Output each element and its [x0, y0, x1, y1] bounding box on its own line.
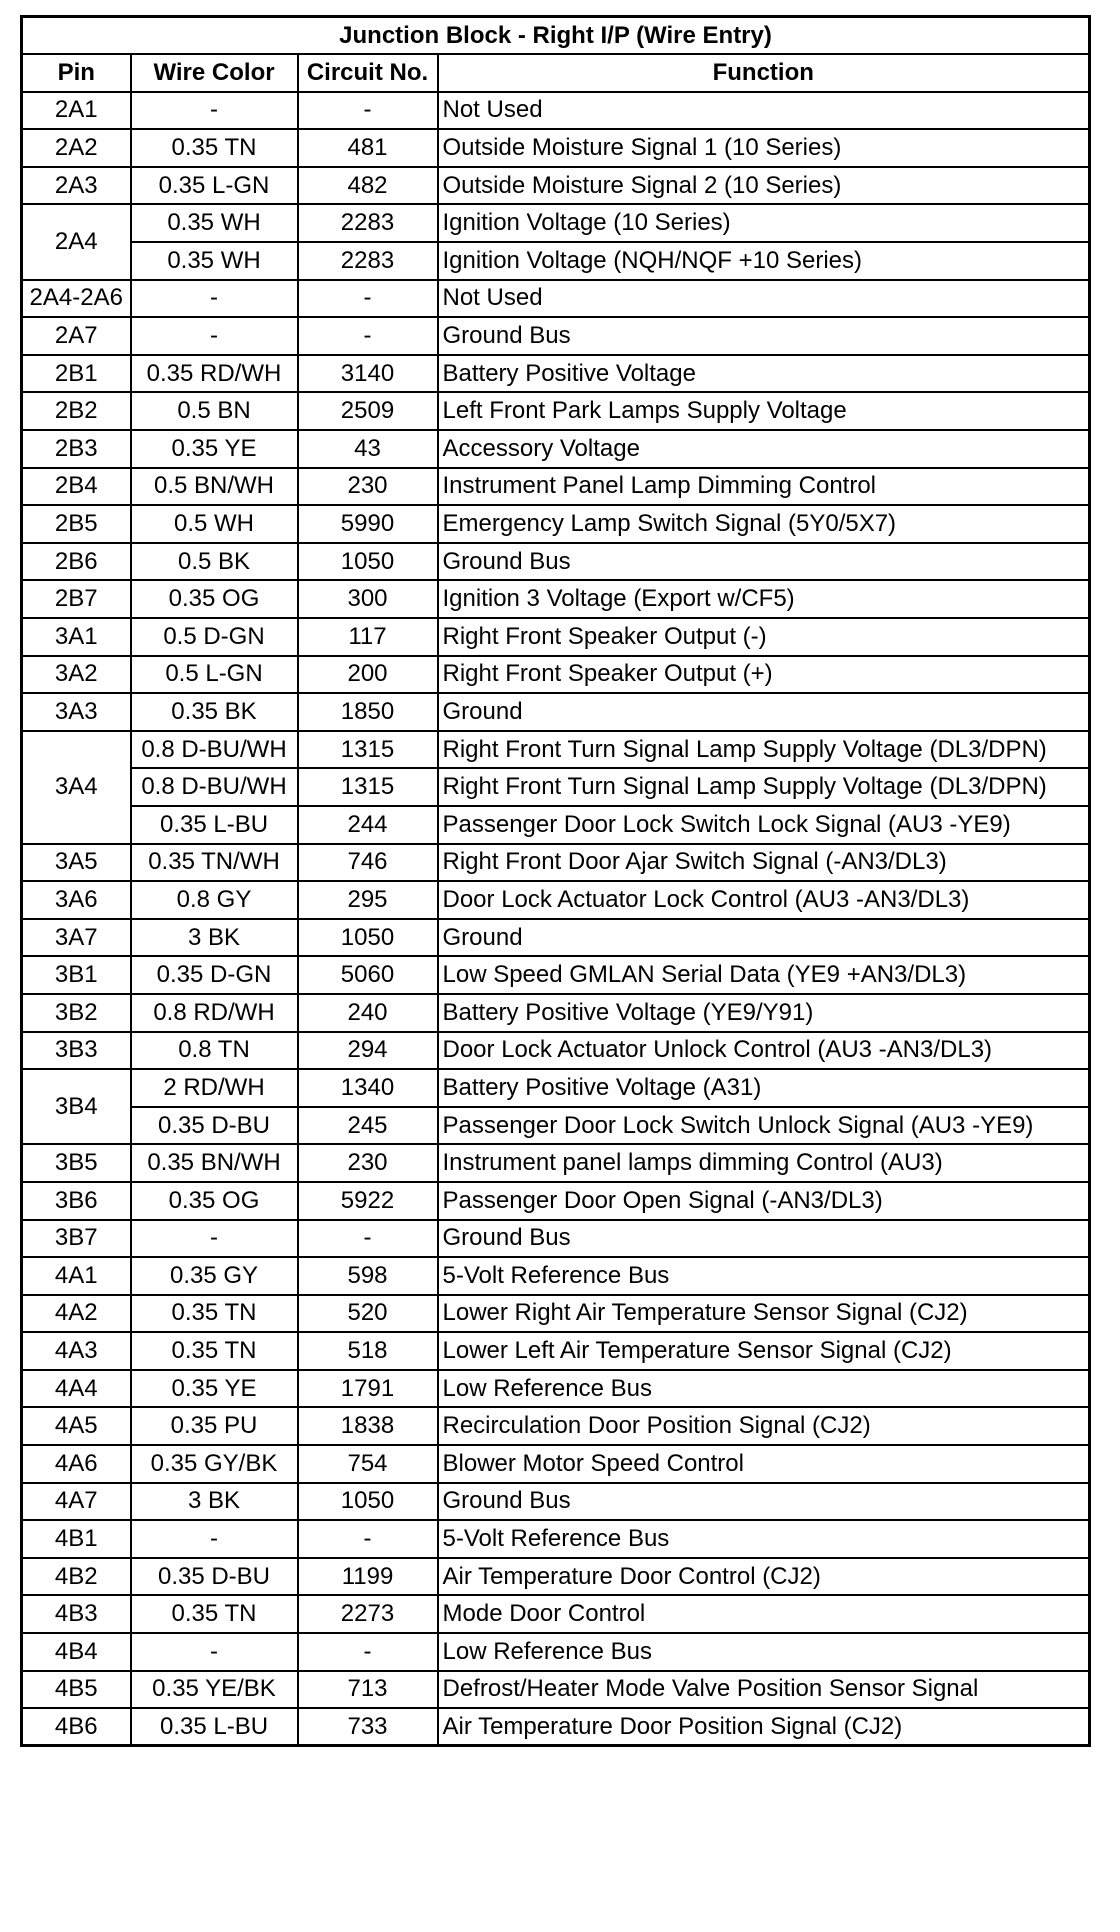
circuit-no-cell: 754: [298, 1445, 438, 1483]
circuit-no-cell: 5990: [298, 505, 438, 543]
table-row: [22, 280, 1090, 318]
pin-cell: 3B1: [22, 956, 131, 994]
table-row: [22, 468, 1090, 506]
pin-cell: 3A2: [22, 656, 131, 694]
function-cell: Battery Positive Voltage: [438, 355, 1090, 393]
function-cell: Lower Right Air Temperature Sensor Signal (CJ2): [438, 1295, 1090, 1333]
circuit-no-cell: 1050: [298, 543, 438, 581]
circuit-no-cell: 230: [298, 468, 438, 506]
table-row: [22, 1708, 1090, 1746]
circuit-no-cell: -: [298, 1633, 438, 1671]
wire-color-cell: -: [131, 280, 298, 318]
circuit-no-cell: 2283: [298, 204, 438, 242]
wire-color-cell: 0.35 OG: [131, 580, 298, 618]
circuit-no-cell: 245: [298, 1107, 438, 1145]
circuit-no-cell: 5922: [298, 1182, 438, 1220]
function-cell: Right Front Turn Signal Lamp Supply Voltage (DL3/DPN): [438, 768, 1090, 806]
pin-cell: 3A7: [22, 919, 131, 957]
function-cell: Ground Bus: [438, 1483, 1090, 1521]
function-cell: Right Front Speaker Output (-): [438, 618, 1090, 656]
pin-cell: 4A7: [22, 1483, 131, 1521]
table-row: [22, 618, 1090, 656]
function-cell: Instrument panel lamps dimming Control (AU3): [438, 1144, 1090, 1182]
wire-color-cell: 0.35 YE/BK: [131, 1671, 298, 1709]
pin-cell: 3B5: [22, 1144, 131, 1182]
function-cell: Outside Moisture Signal 2 (10 Series): [438, 167, 1090, 205]
table-title: Junction Block - Right I/P (Wire Entry): [22, 17, 1090, 55]
table-row: [22, 505, 1090, 543]
function-cell: Right Front Turn Signal Lamp Supply Voltage (DL3/DPN): [438, 731, 1090, 769]
wire-color-cell: 0.35 GY: [131, 1257, 298, 1295]
wire-color-cell: 0.35 D-BU: [131, 1558, 298, 1596]
wire-color-cell: 0.8 D-BU/WH: [131, 768, 298, 806]
wire-color-cell: 0.35 YE: [131, 1370, 298, 1408]
circuit-no-cell: 43: [298, 430, 438, 468]
function-cell: Lower Left Air Temperature Sensor Signal (CJ2): [438, 1332, 1090, 1370]
circuit-no-cell: 746: [298, 844, 438, 882]
function-cell: Battery Positive Voltage (YE9/Y91): [438, 994, 1090, 1032]
pin-cell: 4A1: [22, 1257, 131, 1295]
circuit-no-cell: 598: [298, 1257, 438, 1295]
table-row: [22, 1595, 1090, 1633]
wire-color-cell: 0.35 WH: [131, 242, 298, 280]
wire-color-cell: 0.35 L-BU: [131, 1708, 298, 1746]
wire-color-cell: 0.35 PU: [131, 1407, 298, 1445]
header-wire-color: Wire Color: [131, 54, 298, 92]
pin-cell: 3A1: [22, 618, 131, 656]
function-cell: Not Used: [438, 92, 1090, 130]
wire-color-cell: 3 BK: [131, 1483, 298, 1521]
circuit-no-cell: 1340: [298, 1069, 438, 1107]
wire-color-cell: -: [131, 1220, 298, 1258]
function-cell: Passenger Door Open Signal (-AN3/DL3): [438, 1182, 1090, 1220]
header-circuit-no: Circuit No.: [298, 54, 438, 92]
pin-cell: 2B3: [22, 430, 131, 468]
table-row: [22, 731, 1090, 769]
wire-color-cell: 2 RD/WH: [131, 1069, 298, 1107]
pin-cell: 3B6: [22, 1182, 131, 1220]
function-cell: Ground: [438, 919, 1090, 957]
circuit-no-cell: 1850: [298, 693, 438, 731]
table-row: [22, 1671, 1090, 1709]
circuit-no-cell: 713: [298, 1671, 438, 1709]
junction-block-table: [20, 15, 1091, 1747]
table-row: [22, 129, 1090, 167]
pin-cell: 4B3: [22, 1595, 131, 1633]
pin-cell: 2A4-2A6: [22, 280, 131, 318]
circuit-no-cell: 240: [298, 994, 438, 1032]
table-row: [22, 1069, 1090, 1107]
table-row: [22, 1332, 1090, 1370]
wire-color-cell: 0.35 D-BU: [131, 1107, 298, 1145]
table-row: [22, 1220, 1090, 1258]
circuit-no-cell: 230: [298, 1144, 438, 1182]
table-row: [22, 1182, 1090, 1220]
function-cell: Ignition Voltage (10 Series): [438, 204, 1090, 242]
circuit-no-cell: -: [298, 280, 438, 318]
table-row: [22, 994, 1090, 1032]
circuit-no-cell: 1315: [298, 731, 438, 769]
table-row: [22, 1633, 1090, 1671]
circuit-no-cell: 1050: [298, 1483, 438, 1521]
circuit-no-cell: -: [298, 92, 438, 130]
table-row: [22, 543, 1090, 581]
table-row: [22, 1032, 1090, 1070]
wire-color-cell: 0.35 TN: [131, 1595, 298, 1633]
wire-color-cell: 0.35 RD/WH: [131, 355, 298, 393]
pin-cell: 4B5: [22, 1671, 131, 1709]
table-row: [22, 881, 1090, 919]
pin-cell: 4A3: [22, 1332, 131, 1370]
wire-color-cell: 0.35 L-GN: [131, 167, 298, 205]
wire-color-cell: 0.8 GY: [131, 881, 298, 919]
wire-color-cell: 0.35 BN/WH: [131, 1144, 298, 1182]
wire-color-cell: 0.35 GY/BK: [131, 1445, 298, 1483]
wire-color-cell: -: [131, 317, 298, 355]
table-row: [22, 956, 1090, 994]
circuit-no-cell: 3140: [298, 355, 438, 393]
wire-color-cell: 0.5 BK: [131, 543, 298, 581]
wire-color-cell: 0.35 TN: [131, 1295, 298, 1333]
circuit-no-cell: 1791: [298, 1370, 438, 1408]
table-row: [22, 1295, 1090, 1333]
wire-color-cell: 0.35 D-GN: [131, 956, 298, 994]
wire-color-cell: 0.35 WH: [131, 204, 298, 242]
table-row: [22, 204, 1090, 242]
function-cell: Recirculation Door Position Signal (CJ2): [438, 1407, 1090, 1445]
circuit-no-cell: 2283: [298, 242, 438, 280]
wire-color-cell: 0.5 L-GN: [131, 656, 298, 694]
wire-color-cell: 0.35 TN: [131, 129, 298, 167]
table-row: [22, 167, 1090, 205]
table-row: [22, 1558, 1090, 1596]
function-cell: Door Lock Actuator Lock Control (AU3 -AN3/DL3): [438, 881, 1090, 919]
pin-cell: 4B4: [22, 1633, 131, 1671]
pin-cell: 2B4: [22, 468, 131, 506]
function-cell: Ground: [438, 693, 1090, 731]
function-cell: Emergency Lamp Switch Signal (5Y0/5X7): [438, 505, 1090, 543]
wire-color-cell: 0.5 BN/WH: [131, 468, 298, 506]
circuit-no-cell: 294: [298, 1032, 438, 1070]
circuit-no-cell: -: [298, 1220, 438, 1258]
function-cell: Door Lock Actuator Unlock Control (AU3 -AN3/DL3): [438, 1032, 1090, 1070]
table-row: [22, 355, 1090, 393]
wire-color-cell: 0.8 D-BU/WH: [131, 731, 298, 769]
header-row: [22, 54, 1090, 92]
circuit-no-cell: -: [298, 317, 438, 355]
function-cell: Instrument Panel Lamp Dimming Control: [438, 468, 1090, 506]
pin-cell: 2B1: [22, 355, 131, 393]
wire-color-cell: 0.35 YE: [131, 430, 298, 468]
wire-color-cell: 0.35 L-BU: [131, 806, 298, 844]
wire-color-cell: 3 BK: [131, 919, 298, 957]
wire-color-cell: 0.8 TN: [131, 1032, 298, 1070]
table-body: [22, 92, 1090, 1746]
wire-color-cell: 0.8 RD/WH: [131, 994, 298, 1032]
function-cell: Ignition Voltage (NQH/NQF +10 Series): [438, 242, 1090, 280]
table-row: [22, 1107, 1090, 1145]
pin-cell: 2B5: [22, 505, 131, 543]
circuit-no-cell: 2509: [298, 392, 438, 430]
table-row: [22, 1144, 1090, 1182]
table-row: [22, 430, 1090, 468]
function-cell: Accessory Voltage: [438, 430, 1090, 468]
function-cell: Mode Door Control: [438, 1595, 1090, 1633]
circuit-no-cell: 295: [298, 881, 438, 919]
circuit-no-cell: 518: [298, 1332, 438, 1370]
header-function: Function: [438, 54, 1090, 92]
table-row: [22, 768, 1090, 806]
wire-color-cell: 0.5 WH: [131, 505, 298, 543]
circuit-no-cell: 482: [298, 167, 438, 205]
pin-cell: 3B3: [22, 1032, 131, 1070]
circuit-no-cell: 481: [298, 129, 438, 167]
pin-cell: 2B2: [22, 392, 131, 430]
function-cell: Right Front Door Ajar Switch Signal (-AN3/DL3): [438, 844, 1090, 882]
pin-cell: 4A2: [22, 1295, 131, 1333]
table-row: [22, 580, 1090, 618]
table-row: [22, 1407, 1090, 1445]
wire-color-cell: 0.35 OG: [131, 1182, 298, 1220]
function-cell: Air Temperature Door Control (CJ2): [438, 1558, 1090, 1596]
circuit-no-cell: 117: [298, 618, 438, 656]
table-row: [22, 656, 1090, 694]
pin-cell: 3A3: [22, 693, 131, 731]
circuit-no-cell: -: [298, 1520, 438, 1558]
pin-cell: 2B7: [22, 580, 131, 618]
wire-color-cell: 0.35 BK: [131, 693, 298, 731]
pin-cell: 4A4: [22, 1370, 131, 1408]
circuit-no-cell: 5060: [298, 956, 438, 994]
function-cell: 5-Volt Reference Bus: [438, 1257, 1090, 1295]
function-cell: Ground Bus: [438, 1220, 1090, 1258]
function-cell: Low Speed GMLAN Serial Data (YE9 +AN3/DL3): [438, 956, 1090, 994]
function-cell: Low Reference Bus: [438, 1633, 1090, 1671]
table-row: [22, 317, 1090, 355]
wire-color-cell: 0.5 BN: [131, 392, 298, 430]
table-row: [22, 1445, 1090, 1483]
pin-cell: 2B6: [22, 543, 131, 581]
circuit-no-cell: 300: [298, 580, 438, 618]
pin-cell: 3A5: [22, 844, 131, 882]
function-cell: Low Reference Bus: [438, 1370, 1090, 1408]
wire-color-cell: 0.35 TN/WH: [131, 844, 298, 882]
pin-cell: 2A2: [22, 129, 131, 167]
pin-cell: 2A7: [22, 317, 131, 355]
wire-color-cell: 0.35 TN: [131, 1332, 298, 1370]
circuit-no-cell: 1199: [298, 1558, 438, 1596]
table-row: [22, 392, 1090, 430]
wire-color-cell: -: [131, 92, 298, 130]
table-row: [22, 693, 1090, 731]
table-row: [22, 806, 1090, 844]
pin-cell: 3A6: [22, 881, 131, 919]
pin-cell: 3B7: [22, 1220, 131, 1258]
pin-cell: 2A4: [22, 204, 131, 279]
pin-cell: 4B6: [22, 1708, 131, 1746]
pin-cell: 4A6: [22, 1445, 131, 1483]
function-cell: Left Front Park Lamps Supply Voltage: [438, 392, 1090, 430]
pin-cell: 2A1: [22, 92, 131, 130]
pin-cell: 4B2: [22, 1558, 131, 1596]
table-row: [22, 1370, 1090, 1408]
pin-cell: 4B1: [22, 1520, 131, 1558]
function-cell: Passenger Door Lock Switch Lock Signal (AU3 -YE9): [438, 806, 1090, 844]
circuit-no-cell: 733: [298, 1708, 438, 1746]
table-row: [22, 92, 1090, 130]
wire-color-cell: -: [131, 1520, 298, 1558]
function-cell: Blower Motor Speed Control: [438, 1445, 1090, 1483]
wire-color-cell: 0.5 D-GN: [131, 618, 298, 656]
function-cell: Ignition 3 Voltage (Export w/CF5): [438, 580, 1090, 618]
circuit-no-cell: 1838: [298, 1407, 438, 1445]
pin-cell: 4A5: [22, 1407, 131, 1445]
function-cell: Ground Bus: [438, 317, 1090, 355]
function-cell: Battery Positive Voltage (A31): [438, 1069, 1090, 1107]
circuit-no-cell: 1050: [298, 919, 438, 957]
header-pin: Pin: [22, 54, 131, 92]
function-cell: Ground Bus: [438, 543, 1090, 581]
pin-cell: 3B2: [22, 994, 131, 1032]
circuit-no-cell: 1315: [298, 768, 438, 806]
function-cell: Outside Moisture Signal 1 (10 Series): [438, 129, 1090, 167]
function-cell: Not Used: [438, 280, 1090, 318]
table-row: [22, 1483, 1090, 1521]
circuit-no-cell: 200: [298, 656, 438, 694]
pin-cell: 3B4: [22, 1069, 131, 1144]
table-row: [22, 1257, 1090, 1295]
function-cell: Defrost/Heater Mode Valve Position Sensor Signal: [438, 1671, 1090, 1709]
function-cell: 5-Volt Reference Bus: [438, 1520, 1090, 1558]
function-cell: Right Front Speaker Output (+): [438, 656, 1090, 694]
circuit-no-cell: 2273: [298, 1595, 438, 1633]
title-row: [22, 17, 1090, 55]
circuit-no-cell: 244: [298, 806, 438, 844]
table-row: [22, 844, 1090, 882]
table-row: [22, 242, 1090, 280]
table-row: [22, 919, 1090, 957]
wire-color-cell: -: [131, 1633, 298, 1671]
function-cell: Air Temperature Door Position Signal (CJ2): [438, 1708, 1090, 1746]
pin-cell: 3A4: [22, 731, 131, 844]
table-row: [22, 1520, 1090, 1558]
circuit-no-cell: 520: [298, 1295, 438, 1333]
function-cell: Passenger Door Lock Switch Unlock Signal (AU3 -YE9): [438, 1107, 1090, 1145]
pin-cell: 2A3: [22, 167, 131, 205]
